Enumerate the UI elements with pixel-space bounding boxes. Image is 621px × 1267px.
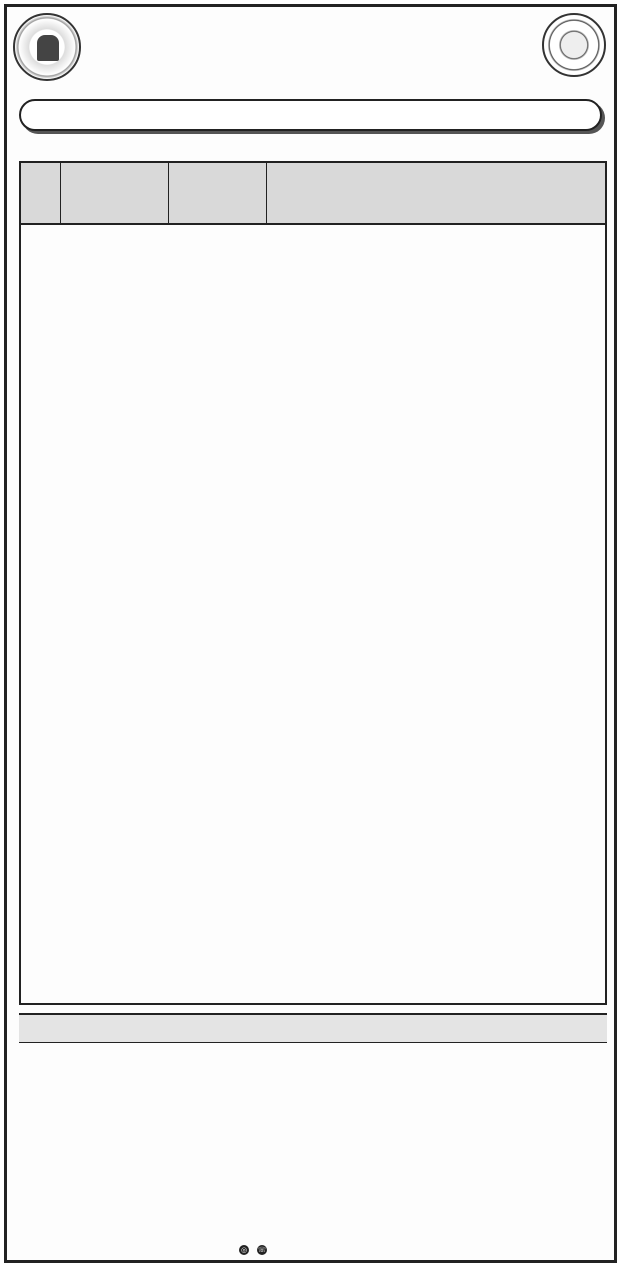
table-header [21, 163, 605, 225]
header-post [61, 163, 169, 223]
header-nature [169, 163, 267, 223]
footer [7, 1243, 614, 1261]
instructions-heading [19, 1013, 607, 1043]
jobs-table [19, 161, 607, 1005]
advertisement-page [4, 4, 617, 1263]
globe-icon: ◎ [240, 1246, 248, 1254]
header-qualification [267, 163, 605, 223]
organization-banner [19, 99, 602, 131]
contact-line [239, 1245, 271, 1255]
institute-logo [13, 13, 81, 81]
header-sr [21, 163, 61, 223]
phone-icon: ☏ [257, 1246, 267, 1254]
government-seal [542, 13, 606, 77]
header [7, 7, 614, 99]
